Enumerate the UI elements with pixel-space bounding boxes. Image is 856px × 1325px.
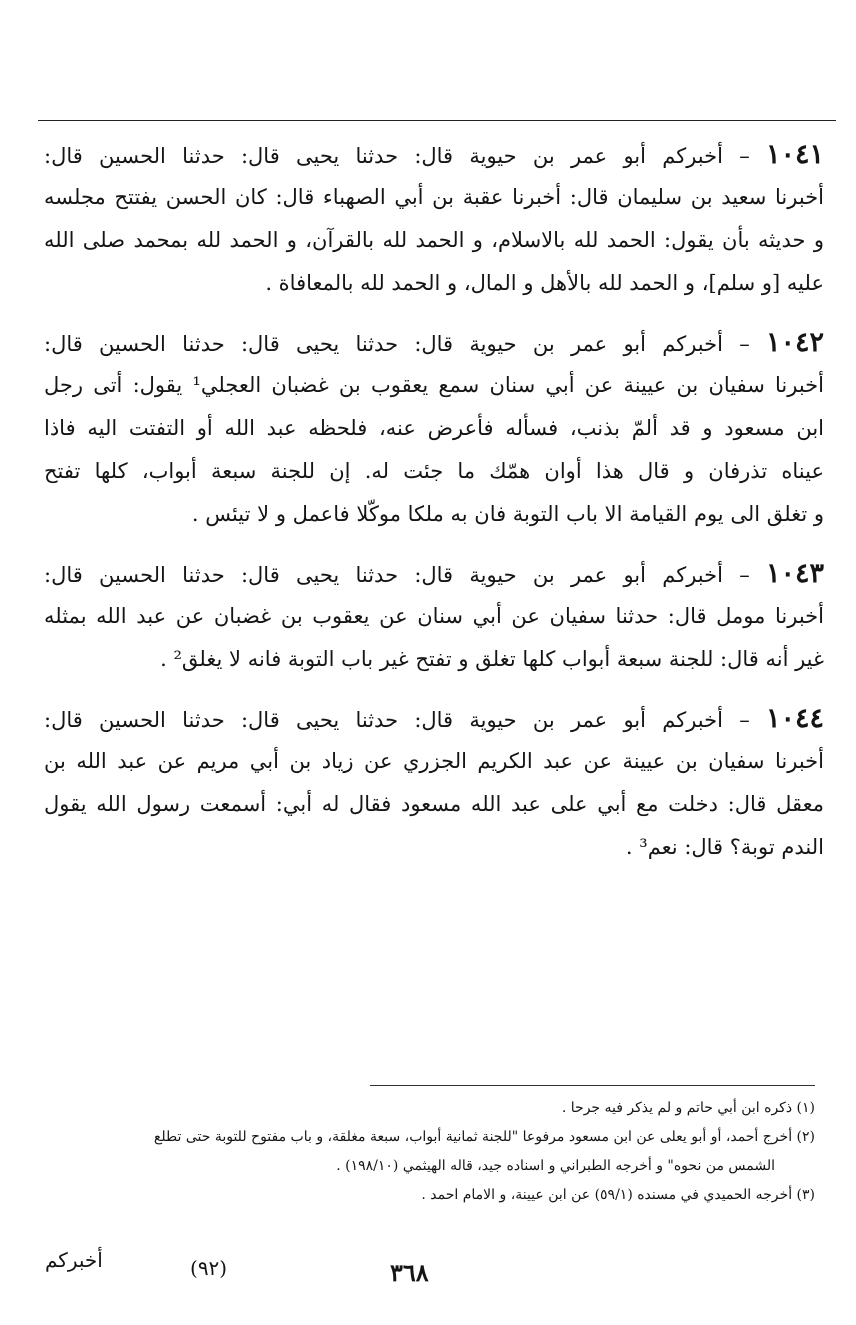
text-line: و تغلق الى يوم القيامة الا باب التوبة فان به ملكا موكّلا فاعمل و لا تيئس . xyxy=(191,502,824,526)
main-text xyxy=(44,133,824,885)
hadith-entry xyxy=(44,697,824,869)
text-line: معقل قال: دخلت مع أبي على عبد الله مسعود فقال له أبي: أسمعت رسول الله يقول xyxy=(44,792,824,816)
text-line xyxy=(44,552,824,595)
text-line: و حديثه بأن يقول: الحمد لله بالاسلام، و الحمد لله بالقرآن، و الحمد لله بمحمد صلى الله xyxy=(44,228,824,252)
text-line: أخبرنا مومل قال: حدثنا سفيان عن أبي سنان عن يعقوب بن غضبان عن عبد الله بمثله xyxy=(44,604,824,628)
text-line: أخبرنا سفيان بن عيينة عن عبد الكريم الجزري عن زياد بن أبي مريم عن عبد الله بن xyxy=(44,749,824,773)
text-line: عليه [و سلم]، و الحمد لله بالأهل و المال، و الحمد لله بالمعافاة . xyxy=(265,271,824,295)
text-line: أخبرنا سفيان بن عيينة عن أبي سنان سمع يعقوب بن غضبان العجلي¹ يقول: أتى رجل xyxy=(44,373,824,397)
text-line xyxy=(44,321,824,364)
footnote: (٣) أخرجه الحميدي في مسنده (٥٩/١) عن ابن عيينة، و الامام احمد . xyxy=(421,1187,815,1203)
entry-number: ١٠٤٢ xyxy=(765,327,824,358)
entry-number: ١٠٤٤ xyxy=(765,703,824,734)
text-line: عيناه تذرفان و قال هذا أوان همّك ما جئت له. إن للجنة سبعة أبواب، كلها تفتح xyxy=(44,459,824,483)
text-line: ابن مسعود و قد ألمّ بذنب، فسأله فأعرض عنه، فلحظه عبد الله أو التفتت اليه فاذا xyxy=(44,416,824,440)
hadith-entry xyxy=(44,321,824,536)
footnote: (٢) أخرج أحمد، أو أبو يعلى عن ابن مسعود مرفوعا "للجنة ثمانية أبواب، سبعة مغلقة، و باب مفتوح للتوبة حتى تطلع xyxy=(153,1129,815,1145)
page-number: ٣٦٨ xyxy=(390,1258,429,1287)
text-line: الندم توبة؟ قال: نعم³ . xyxy=(625,835,824,859)
line-text: – أخبركم أبو عمر بن حيوية قال: حدثنا يحيى قال: حدثنا الحسين قال: xyxy=(44,563,750,587)
text-line xyxy=(44,133,824,176)
footnote-continuation: الشمس من نحوه" و أخرجه الطبراني و اسناده جيد، قاله الهيثمي (١٩٨/١٠) . xyxy=(336,1158,775,1174)
hadith-entry xyxy=(44,552,824,681)
entry-number: ١٠٤٣ xyxy=(765,558,824,589)
text-line: أخبرنا سعيد بن سليمان قال: أخبرنا عقبة بن أبي الصهباء قال: كان الحسن يفتتح مجلسه xyxy=(44,185,824,209)
manuscript-page-number: (٩٢) xyxy=(190,1256,228,1280)
line-text: – أخبركم أبو عمر بن حيوية قال: حدثنا يحيى قال: حدثنا الحسين قال: xyxy=(44,144,750,168)
footnote: (١) ذكره ابن أبي حاتم و لم يذكر فيه جرحا . xyxy=(561,1100,815,1116)
hadith-entry xyxy=(44,133,824,305)
footnote-rule xyxy=(370,1085,815,1086)
entry-number: ١٠٤١ xyxy=(765,139,824,170)
catchword: أخبركم xyxy=(45,1248,103,1272)
top-rule xyxy=(38,120,836,121)
line-text: – أخبركم أبو عمر بن حيوية قال: حدثنا يحيى قال: حدثنا الحسين قال: xyxy=(44,332,750,356)
text-line xyxy=(44,697,824,740)
text-line: غير أنه قال: للجنة سبعة أبواب كلها تغلق و تفتح غير باب التوبة فانه لا يغلق² . xyxy=(160,647,824,671)
line-text: – أخبركم أبو عمر بن حيوية قال: حدثنا يحيى قال: حدثنا الحسين قال: xyxy=(44,708,750,732)
footnotes xyxy=(40,1094,815,1210)
